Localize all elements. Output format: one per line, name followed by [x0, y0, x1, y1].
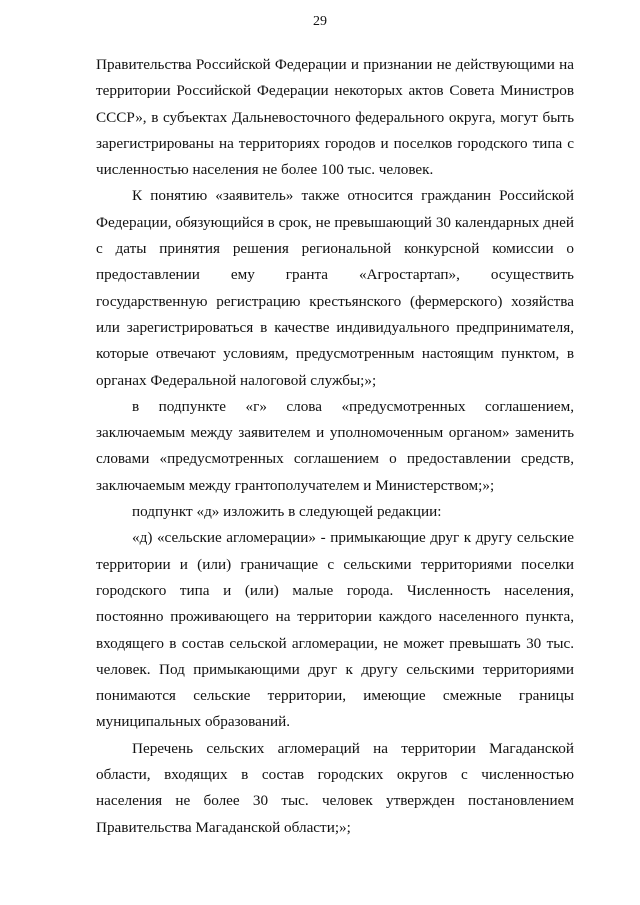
paragraph-applicant-definition: К понятию «заявитель» также относится гражданин Российской Федерации, обязующийся в срок, не превышающий 30 календарных дней с даты принятия решения региональной конкурсной комиссии о предоставлении ему гранта «Агростартап», осуществить государственную регистрацию крестьянского (фермерского) хозяйства или зарегистрироваться в качестве индивидуального предпринимателя, которые отвечают условиям, предусмотренным настоящим пунктом, в органах Федеральной налоговой службы;»; — [96, 187, 574, 389]
paragraph-subclause-d-intro: подпункт «д» изложить в следующей редакции: — [132, 503, 442, 521]
paragraph-agglomerations-list: Перечень сельских агломераций на территории Магаданской области, входящих в состав городских округов с численностью населения не более 30 тыс. человек утвержден постановлением Правительства Магаданской области;»; — [96, 739, 574, 836]
paragraph-subclause-g: в подпункте «г» слова «предусмотренных соглашением, заключаемым между заявителем и уполномоченным органом» заменить словами «предусмотренных соглашением о предоставлении средств, заключаемым между грантополучателем и Министерством;»; — [96, 397, 574, 494]
document-body — [96, 52, 574, 841]
paragraph-continuation: Правительства Российской Федерации и признании не действующими на территории Российской Федерации некоторых актов Совета Министров СССР», в субъектах Дальневосточного федерального округа, могут быть зарегистрированы на территориях городов и поселков городского типа с численностью населения не более 100 тыс. человек. — [96, 56, 574, 179]
page-number: 29 — [313, 14, 327, 29]
paragraph-rural-agglomerations: «д) «сельские агломерации» - примыкающие друг к другу сельские территории и (или) граничащие с сельскими территориями поселки городского типа и (или) малые города. Численность населения, постоянно проживающего на территории каждого населенного пункта, входящего в состав сельской агломерации, не может превышать 30 тыс. человек. Под примыкающими друг к другу сельскими территориями понимаются сельские территории, имеющие смежные границы муниципальных образований. — [96, 529, 574, 731]
